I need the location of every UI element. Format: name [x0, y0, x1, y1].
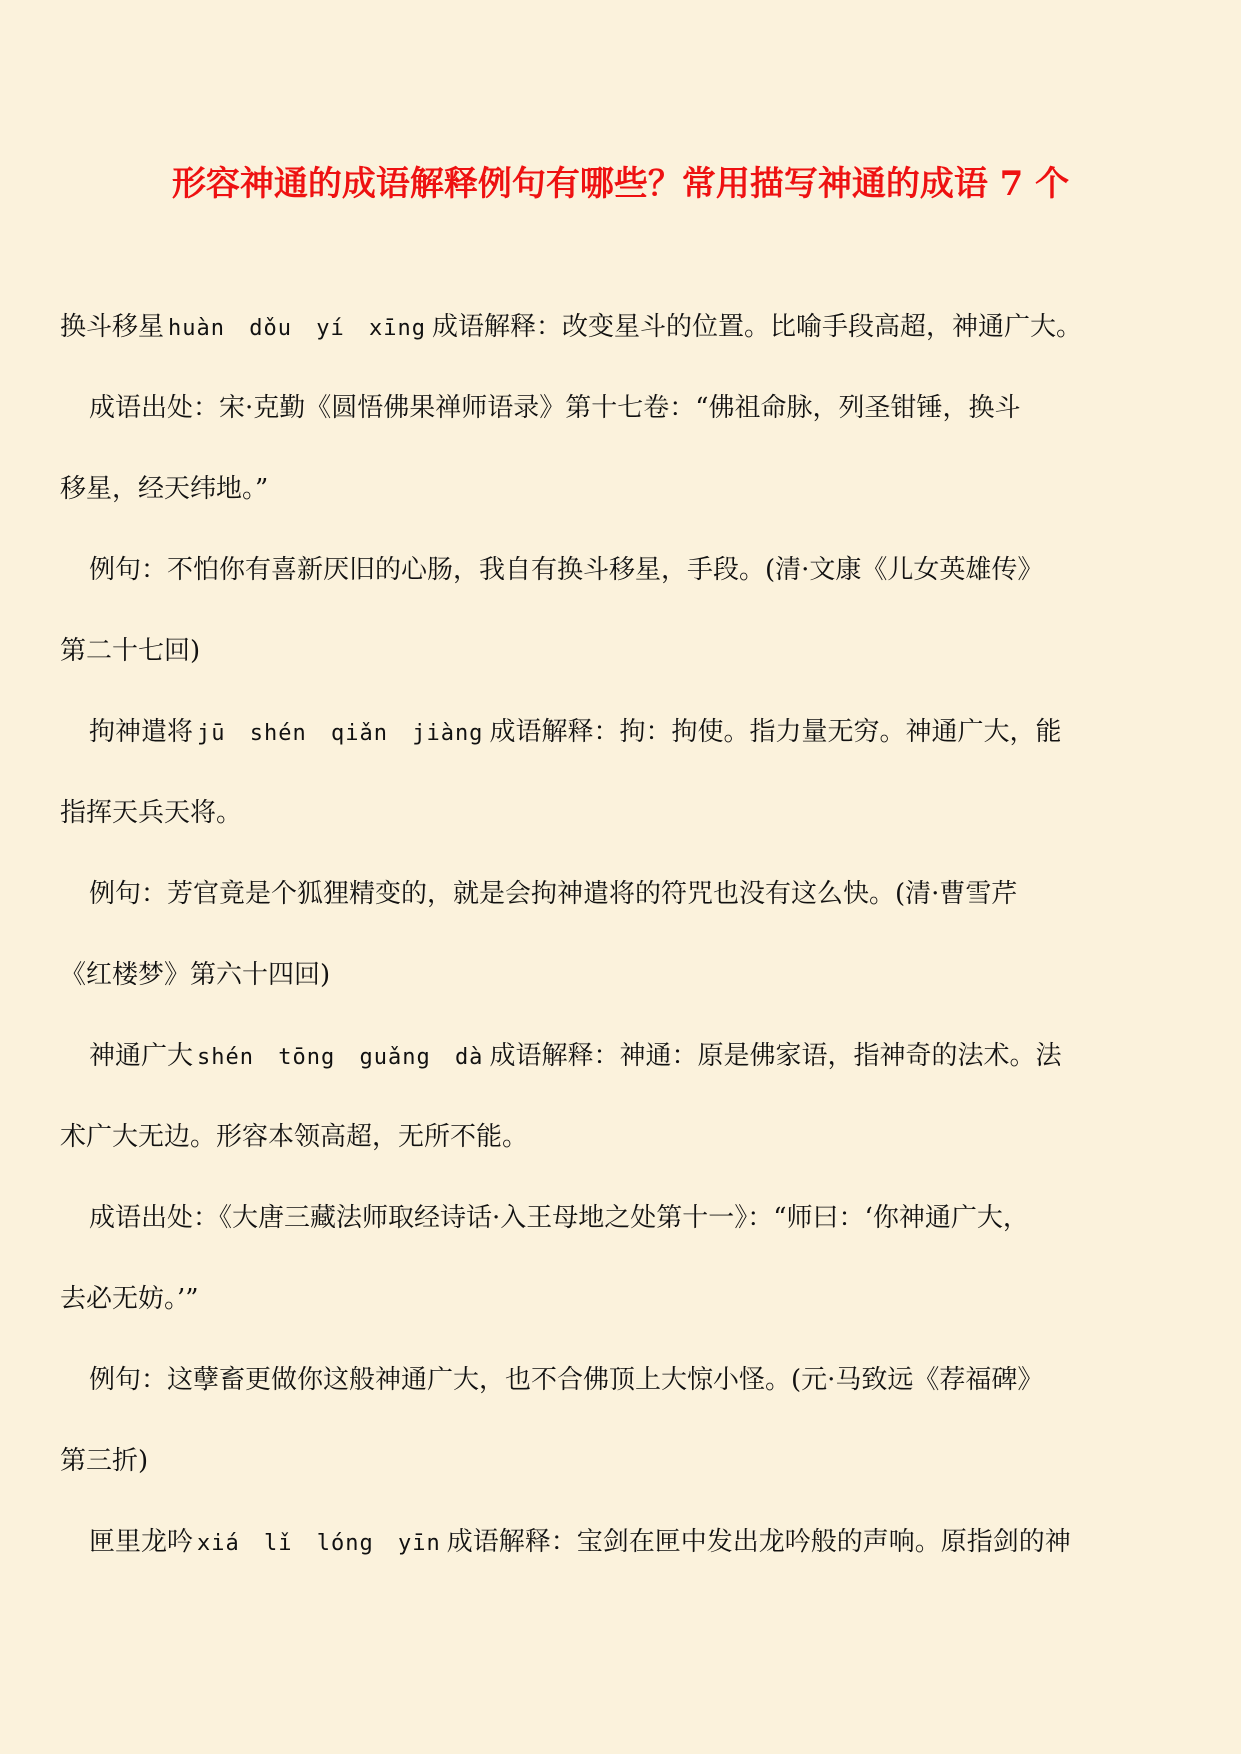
idiom-explanation: 成语解释：宝剑在匣中发出龙吟般的声响。原指剑的神: [446, 1527, 1071, 1557]
line-text: 成语出处：宋·克勤《圆悟佛果禅师语录》第十七卷：“佛祖命脉，列圣钳锤，换斗: [89, 393, 1021, 423]
line-text: 《红楼梦》第六十四回): [60, 960, 331, 990]
line-text: 成语出处：《大唐三藏法师取经诗话·入王母地之处第十一》：“师曰：‘你神通广大，: [89, 1203, 1029, 1233]
body-line-14: [60, 1358, 1211, 1402]
document-title: 形容神通的成语解释例句有哪些？常用描写神通的成语 7 个: [171, 164, 1070, 204]
idiom-name: 匣里龙吟: [89, 1527, 194, 1557]
body-line-10: [60, 1034, 1211, 1078]
line-text: 指挥天兵天将。: [60, 798, 243, 828]
line-text: 例句：这孽畜更做你这般神通广大，也不合佛顶上大惊小怪。(元·马致远《荐福碑》: [89, 1365, 1044, 1395]
line-text: 第三折): [60, 1446, 149, 1476]
idiom-name: 拘神遣将: [89, 717, 194, 747]
line-text: 例句：不怕你有喜新厌旧的心肠，我自有换斗移星，手段。(清·文康《儿女英雄传》: [89, 555, 1044, 585]
body-line-3: [60, 467, 1182, 511]
idiom-name: 换斗移星: [60, 312, 165, 342]
line-text: 第二十七回): [60, 636, 201, 666]
idiom-pinyin: shén tōng guǎng dà: [197, 1045, 484, 1070]
body-line-4: [60, 548, 1211, 592]
line-text: 去必无妨。’”: [60, 1284, 199, 1314]
idiom-explanation: 成语解释：拘：拘使。指力量无穷。神通广大，能: [489, 717, 1062, 747]
body-line-13: [60, 1277, 1182, 1321]
body-line-15: [60, 1439, 1182, 1483]
idiom-pinyin: xiá lǐ lóng yīn: [197, 1531, 441, 1556]
idiom-explanation: 成语解释：神通：原是佛家语，指神奇的法术。法: [489, 1041, 1062, 1071]
body-line-2: [60, 386, 1211, 430]
body-line-12: [60, 1196, 1211, 1240]
line-text: 术广大无边。形容本领高超，无所不能。: [60, 1122, 529, 1152]
body-line-5: [60, 629, 1182, 673]
idiom-name: 神通广大: [89, 1041, 194, 1071]
body-line-16: [60, 1520, 1211, 1564]
idiom-pinyin: jū shén qiǎn jiàng: [197, 721, 484, 746]
body-line-8: [60, 872, 1211, 916]
idiom-explanation: 成语解释：改变星斗的位置。比喻手段高超，神通广大。: [431, 312, 1082, 342]
line-text: 例句：芳官竟是个狐狸精变的，就是会拘神遣将的符咒也没有这么快。(清·曹雪芹: [89, 879, 1018, 909]
idiom-pinyin: huàn dǒu yí xīng: [168, 316, 426, 341]
body-line-9: [60, 953, 1182, 997]
line-text: 移星，经天纬地。”: [60, 474, 269, 504]
body-line-11: [60, 1115, 1182, 1159]
body-line-7: [60, 791, 1182, 835]
body-line-1: [60, 305, 1182, 349]
body-line-6: [60, 710, 1211, 754]
